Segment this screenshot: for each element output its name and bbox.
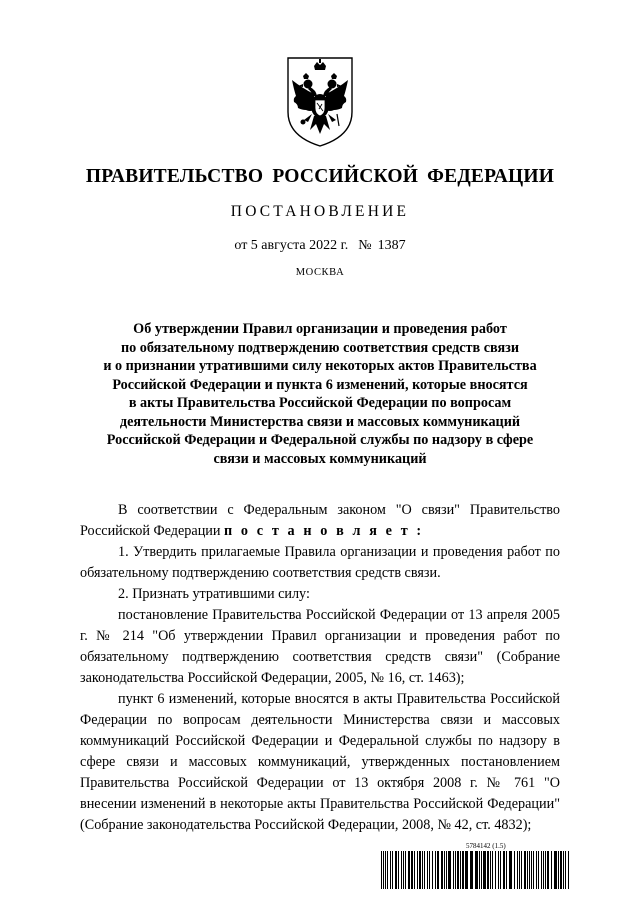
title-line: связи и массовых коммуникаций — [213, 450, 427, 467]
paragraph-2: 2. Признать утратившими силу: — [118, 586, 310, 602]
document-body — [80, 500, 560, 836]
intro-text: В соответствии с Федеральным законом "О связи" Правительство Российской Федерации — [80, 502, 560, 539]
title-line: Российской Федерации и Федеральной службы по надзору в сфере — [106, 432, 534, 448]
document-title — [80, 320, 560, 468]
paragraph-1: 1. Утвердить прилагаемые Правила организации и проведения работ по обязательному подтверждению соответствия средств связи. — [80, 544, 560, 581]
title-line: по обязательному подтверждению соответствия средств связи — [120, 339, 520, 356]
document-date: от 5 августа 2022 г. — [234, 238, 349, 253]
title-line: Об утверждении Правил организации и проведения работ — [133, 321, 507, 337]
decrees-word: п о с т а н о в л я е т : — [224, 523, 424, 539]
title-line: деятельности Министерства связи и массовых коммуникаций — [119, 413, 521, 430]
title-line: и о признании утратившими силу некоторых актов Правительства — [103, 358, 537, 374]
date-number-line — [0, 238, 640, 254]
barcode-label: 5784142 (1.5) — [466, 842, 506, 850]
coat-of-arms-icon — [284, 54, 356, 150]
title-line: в акты Правительства Российской Федерации по вопросам — [128, 395, 512, 411]
barcode-icon — [381, 851, 570, 889]
document-type: ПОСТАНОВЛЕНИЕ — [230, 203, 410, 220]
paragraph-4: пункт 6 изменений, которые вносятся в акты Правительства Российской Федерации по вопросам деятельности Министерства связи и массовых коммуникаций Российской Федерации и Федеральной службы по надзору в сфере связи и массовых коммуникаций, утвержденных постановлением Правительства Российской Федерации от 13 октября 2008 г. № 761 "О внесении изменений в некоторые акты Правительства Российской Федерации" (Собрание законодательства Российской Федерации, 2008, № 42, ст. 4832); — [80, 691, 560, 833]
intro-paragraph — [80, 500, 560, 542]
document-number: 1387 — [377, 238, 406, 253]
government-name: ПРАВИТЕЛЬСТВО РОССИЙСКОЙ ФЕДЕРАЦИИ — [85, 166, 555, 187]
city: МОСКВА — [295, 267, 345, 278]
paragraph-3: постановление Правительства Российской Федерации от 13 апреля 2005 г. № 214 "Об утверждении Правил организации и проведения работ по обязательному подтверждению соответствия средств связи" (Собрание законодательства Российской Федерации, 2005, № 16, ст. 1463); — [80, 607, 560, 686]
number-sign: № — [358, 238, 372, 253]
title-line: Российской Федерации и пункта 6 изменений, которые вносятся — [112, 376, 528, 393]
barcode-block — [381, 842, 570, 892]
